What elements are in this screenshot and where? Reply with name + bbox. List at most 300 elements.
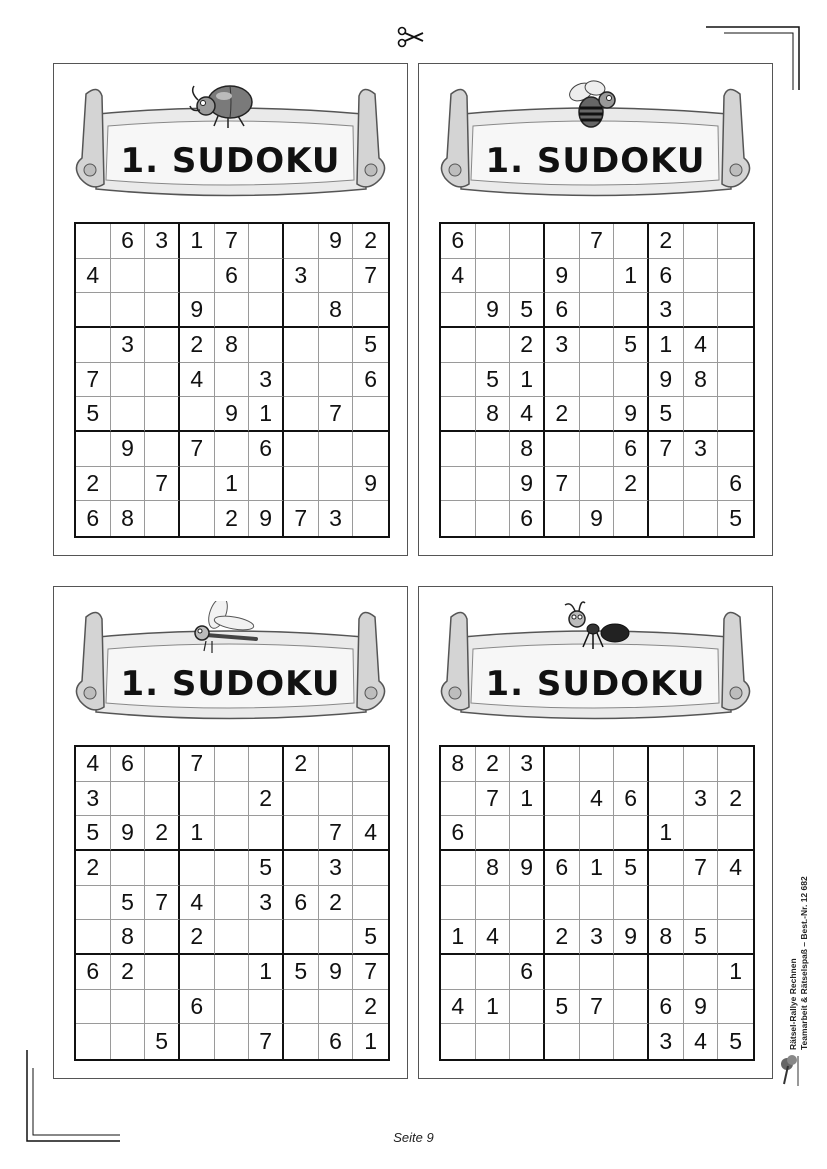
sudoku-cell [145, 397, 180, 432]
sudoku-cell [649, 747, 684, 782]
sudoku-cell: 9 [649, 363, 684, 398]
sudoku-cell [353, 293, 388, 328]
sudoku-cell: 8 [476, 851, 511, 886]
sudoku-cell [649, 501, 684, 536]
sudoku-cell [145, 782, 180, 817]
sudoku-cell: 9 [215, 397, 250, 432]
sudoku-cell [215, 293, 250, 328]
title-scroll-banner [433, 74, 758, 209]
sudoku-cell: 1 [649, 816, 684, 851]
sudoku-cell [580, 816, 615, 851]
sudoku-cell: 3 [145, 224, 180, 259]
book-title: Rätsel-Rallye Rechnen [788, 958, 798, 1050]
sudoku-cell [353, 747, 388, 782]
sudoku-cell [580, 955, 615, 990]
sudoku-cell: 3 [319, 501, 354, 536]
sudoku-cell: 3 [111, 328, 146, 363]
sudoku-cell: 9 [614, 397, 649, 432]
sudoku-cell: 3 [684, 782, 719, 817]
sudoku-cell: 1 [718, 955, 753, 990]
sudoku-cell: 3 [249, 886, 284, 921]
sudoku-cell [441, 1024, 476, 1059]
sudoku-cell: 7 [545, 467, 580, 502]
sudoku-cell [215, 851, 250, 886]
sudoku-cell: 2 [649, 224, 684, 259]
sudoku-cell [284, 920, 319, 955]
sudoku-cell: 2 [180, 920, 215, 955]
sudoku-cell: 5 [614, 328, 649, 363]
sudoku-cell [441, 432, 476, 467]
sudoku-cell: 3 [76, 782, 111, 817]
sudoku-cell [476, 955, 511, 990]
book-subtitle-order-number: Teamarbeit & Rätselspaß – Best.-Nr. 12 682 [799, 876, 809, 1050]
sudoku-cell: 2 [545, 397, 580, 432]
sudoku-cell: 7 [76, 363, 111, 398]
sudoku-cell [684, 501, 719, 536]
sudoku-cell [476, 467, 511, 502]
sudoku-cell: 3 [684, 432, 719, 467]
sudoku-cell: 9 [111, 432, 146, 467]
sudoku-cell [614, 501, 649, 536]
sudoku-cell [145, 990, 180, 1025]
sudoku-cell: 6 [76, 501, 111, 536]
title-scroll-banner [433, 597, 758, 732]
sudoku-cell [545, 782, 580, 817]
sudoku-cell [353, 501, 388, 536]
sudoku-cell [580, 432, 615, 467]
sudoku-cell [76, 1024, 111, 1059]
sudoku-cell: 3 [580, 920, 615, 955]
sudoku-cell: 5 [249, 851, 284, 886]
sudoku-cell [249, 920, 284, 955]
sudoku-cell: 6 [284, 886, 319, 921]
sudoku-cell [215, 1024, 250, 1059]
sudoku-cell: 8 [684, 363, 719, 398]
sudoku-cell: 9 [510, 851, 545, 886]
sudoku-cell: 6 [441, 224, 476, 259]
sudoku-cell: 1 [364, 1028, 378, 1055]
sudoku-cell [145, 851, 180, 886]
sudoku-cell: 7 [476, 782, 511, 817]
sudoku-cell: 2 [249, 782, 284, 817]
sudoku-cell: 1 [249, 397, 284, 432]
sudoku-cell: 8 [510, 432, 545, 467]
sudoku-cell: 5 [545, 990, 580, 1025]
sudoku-cell: 1 [649, 328, 684, 363]
title-scroll-banner [68, 597, 393, 732]
sudoku-cell [476, 501, 511, 536]
sudoku-cell: 9 [684, 990, 719, 1025]
sudoku-cell: 5 [353, 328, 388, 363]
sudoku-cell: 8 [111, 920, 146, 955]
sudoku-cell: 4 [441, 259, 476, 294]
sudoku-cell [249, 259, 284, 294]
title-scroll-banner [68, 74, 393, 209]
sudoku-cell [249, 293, 284, 328]
sudoku-cell [684, 816, 719, 851]
sudoku-cell: 3 [249, 363, 284, 398]
sudoku-cell: 4 [684, 1024, 719, 1059]
sudoku-cell [249, 224, 284, 259]
sudoku-cell [180, 259, 215, 294]
sudoku-cell [545, 955, 580, 990]
sudoku-cell [718, 363, 753, 398]
sudoku-cell: 9 [510, 467, 545, 502]
sudoku-card [53, 63, 408, 556]
sudoku-cell [614, 224, 649, 259]
sudoku-card [418, 63, 773, 556]
sudoku-cell [215, 782, 250, 817]
sudoku-cell: 7 [180, 747, 215, 782]
sudoku-cell [510, 886, 545, 921]
sudoku-cell: 1 [441, 920, 476, 955]
sudoku-cell: 5 [510, 293, 545, 328]
sudoku-cell [718, 224, 753, 259]
sudoku-cell: 6 [353, 363, 388, 398]
sudoku-cell [145, 259, 180, 294]
sudoku-cell: 7 [649, 432, 684, 467]
sudoku-cell [215, 955, 250, 990]
sudoku-cell [684, 955, 719, 990]
sudoku-cell: 5 [614, 851, 649, 886]
sudoku-cell: 7 [580, 224, 615, 259]
sudoku-cell: 4 [180, 363, 215, 398]
sudoku-cell: 2 [319, 886, 354, 921]
sudoku-cell: 1 [510, 782, 545, 817]
sudoku-cell [76, 990, 111, 1025]
side-book-info [788, 876, 810, 1050]
sudoku-cell [614, 886, 649, 921]
sudoku-cell: 8 [215, 328, 250, 363]
sudoku-cell: 7 [284, 501, 319, 536]
sudoku-cell [284, 224, 319, 259]
sudoku-cell: 2 [111, 955, 146, 990]
sudoku-cell [284, 397, 319, 432]
sudoku-cell: 9 [614, 920, 649, 955]
page-number: Seite 9 [393, 1130, 434, 1145]
sudoku-cell [215, 432, 250, 467]
sudoku-cell [249, 990, 284, 1025]
sudoku-cell [319, 363, 354, 398]
sudoku-cell [718, 397, 753, 432]
sudoku-cell: 4 [180, 886, 215, 921]
sudoku-grid [74, 745, 390, 1061]
sudoku-cell [580, 1024, 615, 1059]
sudoku-cell: 8 [649, 920, 684, 955]
sudoku-cell: 7 [580, 990, 615, 1025]
sudoku-cell [718, 920, 753, 955]
sudoku-cell: 6 [545, 293, 580, 328]
sudoku-cell [319, 432, 354, 467]
sudoku-cell [284, 1024, 319, 1059]
sudoku-cell [249, 467, 284, 502]
sudoku-cell [145, 293, 180, 328]
sudoku-cell: 5 [476, 363, 511, 398]
sudoku-cell: 3 [284, 259, 319, 294]
sudoku-cell: 1 [180, 224, 215, 259]
sudoku-cell [718, 432, 753, 467]
sudoku-cell [441, 328, 476, 363]
sudoku-cell: 8 [441, 747, 476, 782]
sudoku-cell: 6 [718, 467, 753, 502]
sudoku-cell [580, 293, 615, 328]
sudoku-cell: 6 [76, 955, 111, 990]
sudoku-cell: 9 [545, 259, 580, 294]
sudoku-cell [441, 467, 476, 502]
sudoku-cell [476, 816, 511, 851]
sudoku-cell [180, 501, 215, 536]
sudoku-cell [580, 328, 615, 363]
sudoku-cell [614, 363, 649, 398]
sudoku-card [418, 586, 773, 1079]
sudoku-cell [319, 782, 354, 817]
sudoku-cell [111, 467, 146, 502]
sudoku-cell: 2 [545, 920, 580, 955]
sudoku-cell: 6 [649, 259, 684, 294]
sudoku-cell: 5 [111, 886, 146, 921]
sudoku-cell [614, 990, 649, 1025]
sudoku-cell: 2 [353, 224, 388, 259]
sudoku-cell [580, 397, 615, 432]
sudoku-cell: 5 [353, 920, 388, 955]
sudoku-cell [441, 782, 476, 817]
sudoku-cell [76, 432, 111, 467]
sudoku-cell: 2 [215, 501, 250, 536]
sudoku-cell: 2 [145, 816, 180, 851]
sudoku-cell: 3 [649, 293, 684, 328]
sudoku-cell [284, 782, 319, 817]
sudoku-cell [319, 328, 354, 363]
sudoku-cell [284, 432, 319, 467]
sudoku-cell [76, 328, 111, 363]
sudoku-cell [76, 224, 111, 259]
sudoku-cell: 6 [614, 432, 649, 467]
sudoku-cell: 4 [510, 397, 545, 432]
sudoku-cell [545, 886, 580, 921]
sudoku-cell [180, 955, 215, 990]
sudoku-cell: 4 [718, 851, 753, 886]
sudoku-cell [249, 816, 284, 851]
card-title: 1. SUDOKU [485, 141, 706, 181]
sudoku-cell [684, 224, 719, 259]
sudoku-cell [718, 747, 753, 782]
sudoku-cell [545, 224, 580, 259]
sudoku-cell [284, 851, 319, 886]
sudoku-cell [510, 224, 545, 259]
sudoku-cell [215, 747, 250, 782]
sudoku-cell [111, 782, 146, 817]
sudoku-cell: 6 [510, 501, 545, 536]
sudoku-cell [145, 955, 180, 990]
ant-icon [557, 599, 633, 651]
sudoku-cell: 2 [476, 747, 511, 782]
sudoku-cell: 6 [319, 1024, 354, 1059]
sudoku-cell: 1 [510, 363, 545, 398]
sudoku-cell [441, 955, 476, 990]
sudoku-cell [580, 259, 615, 294]
sudoku-grid [439, 222, 755, 538]
sudoku-grid [439, 745, 755, 1061]
sudoku-cell [545, 363, 580, 398]
sudoku-cell: 6 [111, 747, 146, 782]
sudoku-cell: 4 [476, 920, 511, 955]
sudoku-cell: 5 [684, 920, 719, 955]
sudoku-cell: 3 [319, 851, 354, 886]
sudoku-cell [319, 747, 354, 782]
sudoku-cell: 5 [284, 955, 319, 990]
sudoku-cell: 5 [145, 1024, 180, 1059]
sudoku-cell: 5 [729, 505, 743, 532]
sudoku-cell: 2 [718, 782, 753, 817]
sudoku-cell [441, 293, 476, 328]
sudoku-cell [319, 990, 354, 1025]
sudoku-cell [111, 990, 146, 1025]
sudoku-cell: 4 [580, 782, 615, 817]
sudoku-cell: 4 [684, 328, 719, 363]
sudoku-cell [649, 886, 684, 921]
sudoku-cell [180, 467, 215, 502]
sudoku-cell: 2 [353, 990, 388, 1025]
sudoku-cell [476, 1024, 511, 1059]
sudoku-cell [649, 851, 684, 886]
sudoku-cell [180, 851, 215, 886]
beetle-icon [188, 80, 258, 130]
sudoku-cell [718, 990, 753, 1025]
sudoku-cell: 9 [476, 293, 511, 328]
sudoku-cell: 7 [145, 886, 180, 921]
sudoku-cell [284, 467, 319, 502]
sudoku-cell: 2 [510, 328, 545, 363]
sudoku-cell [649, 467, 684, 502]
sudoku-cell: 8 [476, 397, 511, 432]
sudoku-card [53, 586, 408, 1079]
sudoku-cell: 5 [76, 816, 111, 851]
sudoku-cell [441, 851, 476, 886]
sudoku-cell [145, 432, 180, 467]
sudoku-cell [684, 259, 719, 294]
sudoku-cell [718, 293, 753, 328]
sudoku-cell: 2 [76, 467, 111, 502]
sudoku-cell: 7 [249, 1024, 284, 1059]
sudoku-cell: 4 [76, 259, 111, 294]
sudoku-cell: 9 [249, 501, 284, 536]
sudoku-cell: 9 [580, 501, 615, 536]
sudoku-cell: 7 [319, 397, 354, 432]
sudoku-cell [476, 224, 511, 259]
sudoku-cell [510, 816, 545, 851]
sudoku-cell: 6 [614, 782, 649, 817]
sudoku-cell: 6 [180, 990, 215, 1025]
sudoku-cell [718, 816, 753, 851]
sudoku-cell [284, 990, 319, 1025]
sudoku-cell [684, 467, 719, 502]
sudoku-cell: 7 [353, 955, 388, 990]
sudoku-cell [580, 363, 615, 398]
sudoku-cell [476, 432, 511, 467]
sudoku-cell: 4 [76, 747, 111, 782]
sudoku-cell [215, 920, 250, 955]
sudoku-cell: 9 [319, 955, 354, 990]
sudoku-cell [180, 1024, 215, 1059]
sudoku-cell [145, 501, 180, 536]
card-title: 1. SUDOKU [120, 141, 341, 181]
sudoku-cell [215, 990, 250, 1025]
sudoku-cell [111, 397, 146, 432]
sudoku-cell [476, 886, 511, 921]
sudoku-cell: 9 [353, 467, 388, 502]
sudoku-cell: 7 [353, 259, 388, 294]
sudoku-cell [510, 990, 545, 1025]
sudoku-cell [614, 816, 649, 851]
sudoku-cell [718, 328, 753, 363]
sudoku-cell: 6 [111, 224, 146, 259]
sudoku-cell [441, 363, 476, 398]
dragonfly-icon [184, 601, 264, 657]
sudoku-cell [684, 397, 719, 432]
sudoku-cell [684, 747, 719, 782]
sudoku-cell: 1 [614, 259, 649, 294]
sudoku-cell [353, 397, 388, 432]
sudoku-cell [215, 816, 250, 851]
sudoku-cell: 7 [215, 224, 250, 259]
sudoku-cell [249, 747, 284, 782]
card-title: 1. SUDOKU [120, 664, 341, 704]
sudoku-cell [476, 259, 511, 294]
sudoku-cell [145, 920, 180, 955]
sudoku-cell [145, 328, 180, 363]
sudoku-cell [284, 293, 319, 328]
sudoku-cell [649, 782, 684, 817]
sudoku-cell [545, 432, 580, 467]
sudoku-cell [545, 816, 580, 851]
sudoku-cell [510, 1024, 545, 1059]
sudoku-cell [614, 1024, 649, 1059]
sudoku-cell [649, 955, 684, 990]
sudoku-cell [684, 293, 719, 328]
sudoku-cell: 8 [111, 501, 146, 536]
sudoku-cell [76, 886, 111, 921]
sudoku-cell [545, 747, 580, 782]
sudoku-cell: 6 [249, 432, 284, 467]
sudoku-cell [111, 363, 146, 398]
sudoku-cell: 1 [249, 955, 284, 990]
sudoku-cell: 7 [319, 816, 354, 851]
sudoku-cell [353, 782, 388, 817]
sudoku-cell [353, 432, 388, 467]
sudoku-cell [249, 328, 284, 363]
sudoku-cell [353, 886, 388, 921]
bee-icon [563, 78, 623, 134]
sudoku-cell: 1 [580, 851, 615, 886]
sudoku-cell: 6 [441, 816, 476, 851]
sudoku-cell: 1 [180, 816, 215, 851]
sudoku-cell: 6 [215, 259, 250, 294]
sudoku-cell [180, 397, 215, 432]
sudoku-cell: 8 [319, 293, 354, 328]
sudoku-cell [284, 328, 319, 363]
sudoku-cell [614, 955, 649, 990]
sudoku-cell [545, 501, 580, 536]
card-title: 1. SUDOKU [485, 664, 706, 704]
sudoku-cell: 6 [510, 955, 545, 990]
sudoku-cell: 9 [111, 816, 146, 851]
sudoku-cell: 5 [76, 397, 111, 432]
sudoku-cell: 1 [215, 467, 250, 502]
sudoku-cell: 3 [545, 328, 580, 363]
sudoku-cell: 2 [180, 328, 215, 363]
sudoku-cell [319, 467, 354, 502]
sudoku-cell: 2 [76, 851, 111, 886]
